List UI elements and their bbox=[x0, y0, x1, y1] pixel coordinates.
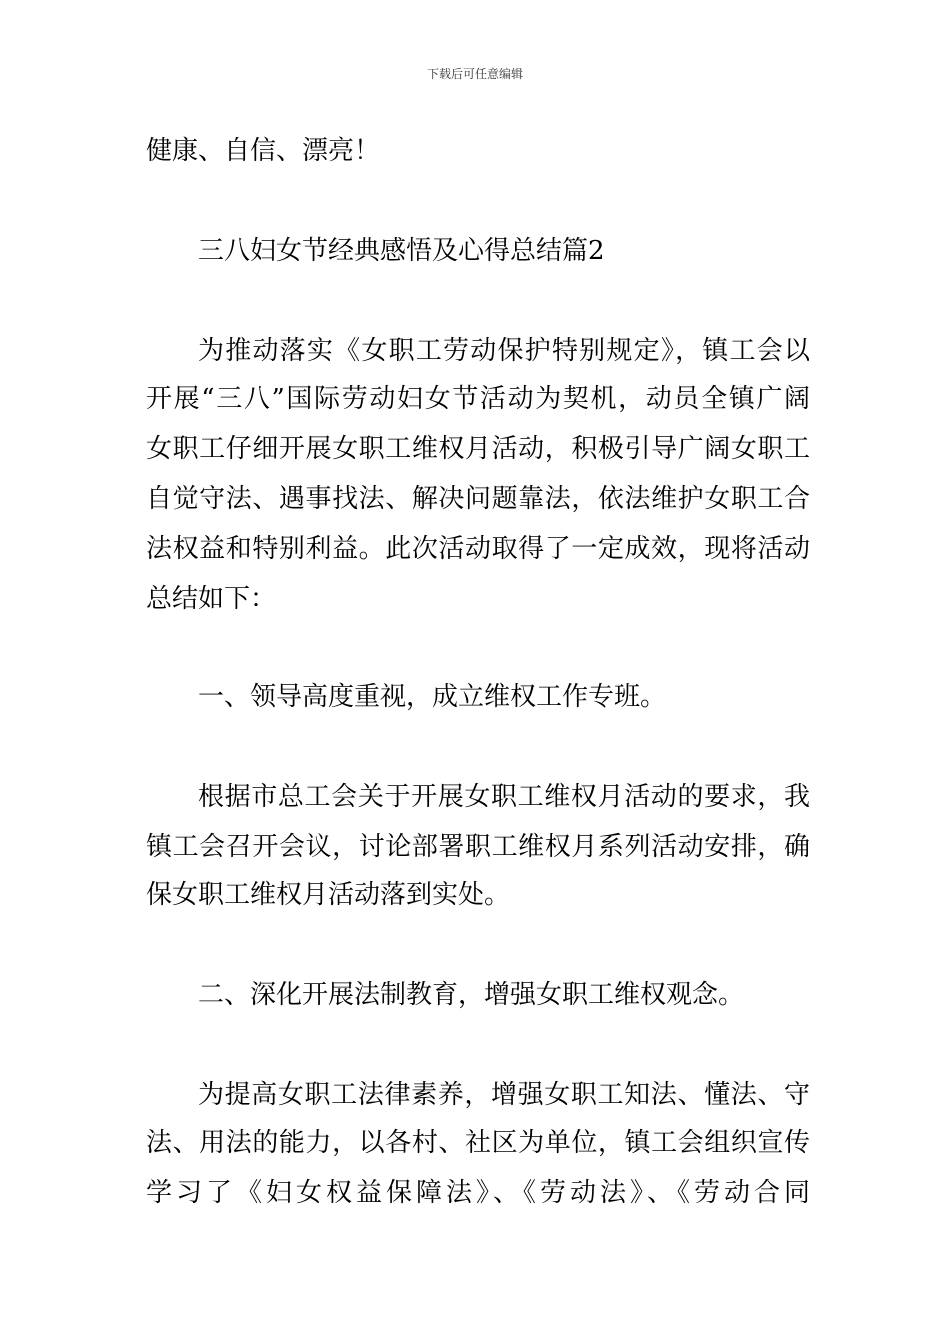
text-line: 法、用法的能力，以各村、社区为单位，镇工会组织宣传 bbox=[146, 1128, 810, 1158]
text-line: 学习了《妇女权益保障法》、《劳动法》、《劳动合同 bbox=[146, 1178, 810, 1208]
text-line: 为推动落实《女职工劳动保护特别规定》，镇工会以 bbox=[198, 336, 810, 366]
text-line: 健康、自信、漂亮！ bbox=[146, 136, 381, 166]
text-line: 女职工仔细开展女职工维权月活动，积极引导广阔女职工 bbox=[146, 434, 810, 464]
section-heading: 二、深化开展法制教育，增强女职工维权观念。 bbox=[198, 980, 745, 1010]
text-line: 法权益和特别利益。此次活动取得了一定成效，现将活动 bbox=[146, 534, 810, 564]
text-line: 保女职工维权月活动落到实处。 bbox=[146, 880, 511, 910]
text-line: 自觉守法、遇事找法、解决问题靠法，依法维护女职工合 bbox=[146, 484, 810, 514]
text-line: 根据市总工会关于开展女职工维权月活动的要求，我 bbox=[198, 782, 810, 812]
section-heading: 三八妇女节经典感悟及心得总结篇2 bbox=[198, 236, 605, 266]
text-line: 总结如下： bbox=[146, 584, 277, 614]
text-line: 开展“三八”国际劳动妇女节活动为契机，动员全镇广阔 bbox=[146, 384, 810, 414]
section-heading: 一、领导高度重视，成立维权工作专班。 bbox=[198, 682, 667, 712]
text-line: 镇工会召开会议，讨论部署职工维权月系列活动安排，确 bbox=[146, 832, 810, 862]
text-line: 为提高女职工法律素养，增强女职工知法、懂法、守 bbox=[198, 1080, 810, 1110]
page-header: 下载后可任意编辑 bbox=[426, 67, 523, 81]
